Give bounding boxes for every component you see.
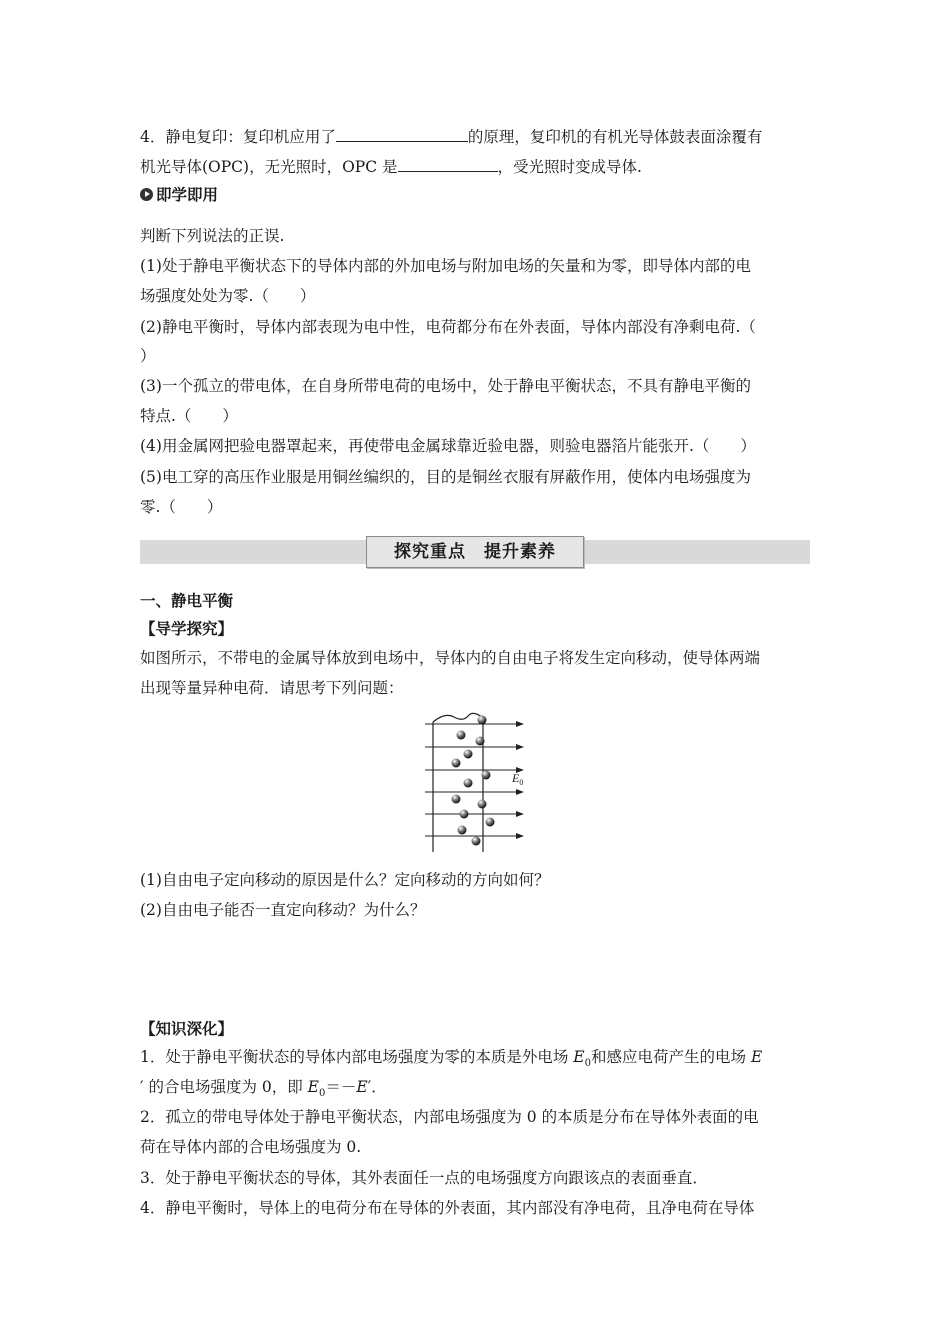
knowledge-label: 【知识深化】	[140, 1020, 234, 1038]
guide-label: 【导学探究】	[140, 620, 234, 638]
knowledge-1-line2	[140, 1077, 387, 1104]
practice-item: ）	[140, 347, 156, 365]
section4-text-c: 机光导体(OPC)，无光照时，OPC 是	[140, 158, 398, 176]
electron-icons	[452, 716, 495, 846]
knowledge-2-line2: 荷在导体内部的合电场强度为 0.	[140, 1138, 362, 1156]
section4-text-d: ，受光照时变成导体.	[497, 158, 642, 176]
knowledge-2-line1: 2．孤立的带电导体处于静电平衡状态，内部电场强度为 0 的本质是分布在导体外表面的电	[140, 1108, 759, 1126]
banner-left-text: 探究重点	[394, 542, 466, 562]
banner-right-text: 提升素养	[484, 542, 556, 562]
conductor-break-line	[433, 713, 483, 722]
symbol-e: E	[356, 1078, 368, 1096]
fill-blank-1[interactable]	[336, 127, 468, 142]
k1-text-a: 1．处于静电平衡状态的导体内部电场强度为零的本质是外电场	[140, 1048, 574, 1066]
conductor-figure	[420, 708, 535, 858]
symbol-e: E	[307, 1078, 319, 1096]
k1-text-d: ＝－	[325, 1078, 357, 1096]
practice-intro: 判断下列说法的正误.	[140, 227, 285, 245]
practice-item: 特点.（ ）	[140, 407, 238, 425]
k1-text-e: ′．	[367, 1078, 387, 1096]
conductor-body	[433, 722, 483, 852]
knowledge-4: 4．静电平衡时，导体上的电荷分布在导体的外表面，其内部没有净电荷，且净电荷在导体	[140, 1199, 755, 1217]
play-circle-icon	[140, 188, 153, 201]
part1-title: 一、静电平衡	[140, 592, 234, 610]
field-label: $E_0$	[512, 771, 524, 787]
section4-text-b: 的原理，复印机的有机光导体鼓表面涂覆有	[467, 128, 763, 146]
practice-item: (1)处于静电平衡状态下的导体内部的外加电场与附加电场的矢量和为零，即导体内部的电	[140, 257, 751, 275]
knowledge-3: 3．处于静电平衡状态的导体，其外表面任一点的电场强度方向跟该点的表面垂直．	[140, 1169, 708, 1187]
question-2: (2)自由电子能否一直定向移动？为什么？	[140, 901, 426, 919]
section4-line2	[140, 157, 642, 177]
practice-item: (2)静电平衡时，导体内部表现为电中性，电荷都分布在外表面，导体内部没有净剩电荷.（	[140, 318, 756, 336]
practice-item: (3)一个孤立的带电体，在自身所带电荷的电场中，处于静电平衡状态，不具有静电平衡的	[140, 377, 751, 395]
section4-text-a: 4．静电复印：复印机应用了	[140, 128, 336, 146]
practice-title: 即学即用	[156, 186, 219, 204]
guide-line2: 出现等量异种电荷．请思考下列问题：	[140, 679, 404, 697]
k1-text-c: ′ 的合电场强度为 0，即	[140, 1078, 308, 1096]
symbol-e: E	[750, 1048, 763, 1066]
practice-item: (4)用金属网把验电器罩起来，再使带电金属球靠近验电器，则验电器箔片能张开.（ ）	[140, 437, 756, 455]
conductor-diagram	[420, 708, 535, 854]
field-lines	[425, 724, 518, 836]
section-banner	[366, 536, 584, 568]
practice-item: 场强度处处为零.（ ）	[140, 287, 316, 305]
section4-line1	[140, 127, 762, 147]
practice-heading	[140, 185, 218, 205]
subscript-0: 0	[584, 1058, 591, 1070]
guide-line1: 如图所示，不带电的金属导体放到电场中，导体内的自由电子将发生定向移动，使导体两端	[140, 649, 761, 667]
practice-item: (5)电工穿的高压作业服是用铜丝编织的，目的是铜丝衣服有屏蔽作用，使体内电场强度为	[140, 468, 751, 486]
k1-text-b: 和感应电荷产生的电场	[591, 1048, 751, 1066]
knowledge-1-line1	[140, 1047, 762, 1074]
symbol-e: E	[573, 1048, 585, 1066]
subscript-0: 0	[319, 1088, 326, 1100]
question-1: (1)自由电子定向移动的原因是什么？定向移动的方向如何？	[140, 871, 550, 889]
practice-item: 零.（ ）	[140, 498, 223, 516]
fill-blank-2[interactable]	[398, 157, 498, 172]
